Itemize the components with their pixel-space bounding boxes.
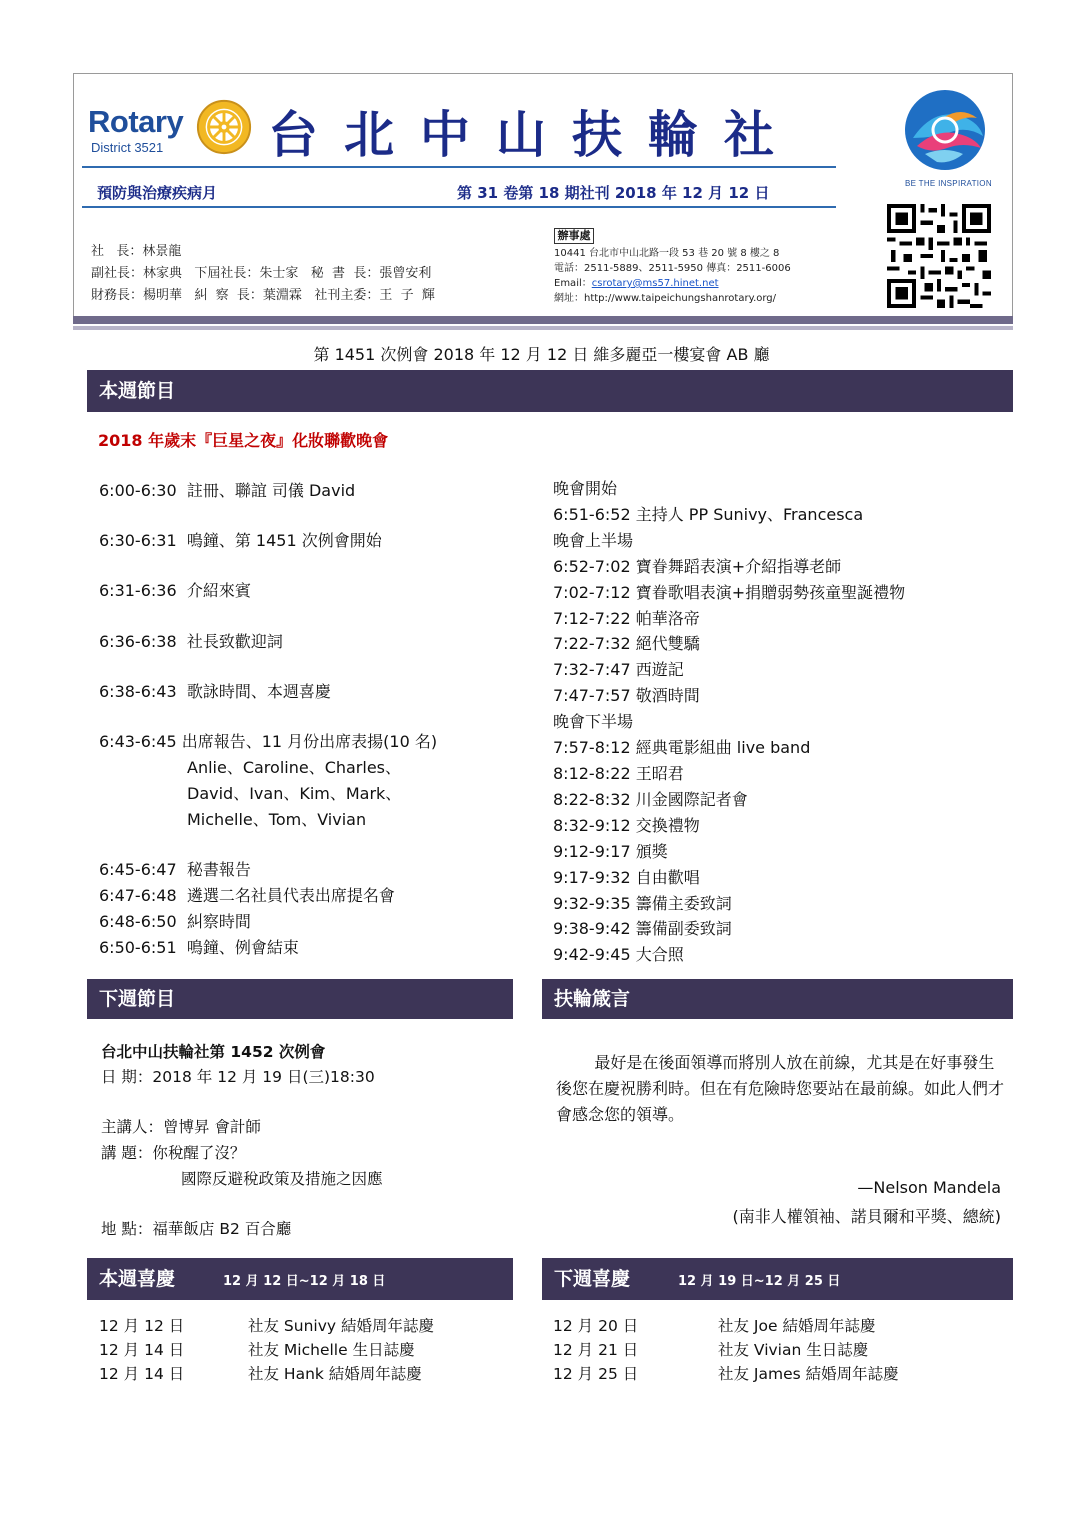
rotary-wordmark: Rotary [88, 104, 184, 139]
schedule-item [99, 935, 299, 958]
schedule-text: 糾察時間 [186, 912, 251, 931]
motto-author: —Nelson Mandela [857, 1178, 1001, 1197]
celebrations-range: 12 月 12 日~12 月 18 日 [223, 1274, 386, 1289]
section-celebrations-this-week [87, 1258, 513, 1300]
schedule-text: 遴選二名社員代表出席提名會 [186, 886, 395, 905]
office-info [554, 246, 791, 306]
party-item: 7:12-7:22 帕華洛帝 [553, 608, 700, 628]
schedule-item [99, 909, 251, 932]
celebration-text: 社友 James 結婚周年誌慶 [718, 1365, 899, 1383]
next-meeting-date: 日 期：2018 年 12 月 19 日(三)18:30 [101, 1068, 375, 1086]
club-title: 台北中山扶輪社 [268, 105, 800, 164]
celebration-text: 社友 Joe 結婚周年誌慶 [718, 1317, 876, 1335]
celebration-date: 12 月 12 日 [99, 1317, 185, 1335]
qr-code-icon [887, 204, 991, 308]
web-label: 網址： [554, 293, 584, 304]
section-next-week: 下週節目 [87, 979, 513, 1019]
schedule-time: 6:43-6:45 [99, 732, 177, 751]
officers-list [91, 241, 435, 307]
schedule-text: 鳴鐘、第 1451 次例會開始 [186, 531, 382, 550]
party-item: 9:32-9:35 籌備主委致詞 [553, 893, 732, 913]
party-item: 9:12-9:17 頒獎 [553, 841, 668, 861]
section-this-week: 本週節目 [87, 370, 1013, 412]
celebration-date: 12 月 20 日 [553, 1317, 639, 1335]
celebration-text: 社友 Michelle 生日誌慶 [248, 1341, 415, 1359]
schedule-time: 6:38-6:43 [99, 682, 177, 701]
celebrations-range: 12 月 19 日~12 月 25 日 [678, 1274, 841, 1289]
office-email-row [554, 276, 791, 291]
party-item: 7:22-7:32 絕代雙驕 [553, 634, 700, 654]
section-celebrations-next-week [542, 1258, 1013, 1300]
attendance-names: Anlie、Caroline、Charles、 [187, 758, 402, 777]
theme-logo-icon [903, 88, 987, 172]
next-meeting-topic: 講 題：你稅醒了沒？ [101, 1144, 246, 1162]
party-item: 6:51-6:52 主持人 PP Sunivy、Francesca [553, 504, 864, 524]
meeting-info: 第 1451 次例會 2018 年 12 月 12 日 維多麗亞一樓宴會 AB 廳 [313, 345, 770, 364]
schedule-time: 6:50-6:51 [99, 938, 177, 957]
schedule-item [99, 883, 395, 906]
next-meeting-topic-line2: 國際反避稅政策及措施之因應 [181, 1170, 383, 1188]
party-item: 7:32-7:47 西遊記 [553, 660, 684, 680]
schedule-time: 6:47-6:48 [99, 886, 177, 905]
party-item: 晚會開始 [553, 479, 618, 498]
schedule-text: 註冊、聯誼 司儀 David [186, 481, 356, 500]
schedule-item [99, 729, 437, 752]
office-phone: 電話：2511-5889、2511-5950 傳真：2511-6006 [554, 263, 791, 274]
schedule-time: 6:31-6:36 [99, 581, 177, 600]
office-address: 10441 台北市中山北路一段 53 巷 20 號 8 樓之 8 [554, 248, 780, 259]
motto-author-desc: (南非人權領袖、諾貝爾和平獎、總統) [732, 1207, 1001, 1226]
celebration-date: 12 月 25 日 [553, 1365, 639, 1383]
officer-line: 副社長：林家典 下屆社長：朱士家 秘 書 長：張曾安利 [91, 266, 432, 281]
next-meeting-place: 地 點：福華飯店 B2 百合廳 [101, 1220, 292, 1238]
schedule-item [99, 478, 355, 501]
schedule-item [99, 857, 251, 880]
schedule-text: 出席報告、11 月份出席表揚(10 名) [181, 732, 438, 751]
schedule-item [99, 528, 382, 551]
party-item: 6:52-7:02 寶眷舞蹈表演+介紹指導老師 [553, 556, 842, 576]
party-item: 8:22-8:32 川金國際記者會 [553, 789, 748, 809]
schedule-time: 6:45-6:47 [99, 860, 177, 879]
schedule-time: 6:30-6:31 [99, 531, 177, 550]
next-meeting-title: 台北中山扶輪社第 1452 次例會 [101, 1043, 326, 1061]
title-divider [82, 166, 836, 168]
party-item: 8:32-9:12 交換禮物 [553, 815, 700, 835]
schedule-text: 秘書報告 [186, 860, 251, 879]
party-item: 9:17-9:32 自由歡唱 [553, 867, 700, 887]
header-rule [73, 316, 1013, 330]
party-item: 7:57-8:12 經典電影組曲 live band [553, 738, 811, 758]
section-motto: 扶輪箴言 [542, 979, 1013, 1019]
motto-text: 最好是在後面領導而將別人放在前線，尤其是在好事發生後您在慶祝勝利時。但在有危險時您要站在最前線。如此人們才會感念您的領導。 [556, 1053, 1005, 1124]
celebration-date: 12 月 14 日 [99, 1341, 185, 1359]
attendance-names: David、Ivan、Kim、Mark、 [187, 784, 402, 803]
district-label: District 3521 [91, 140, 164, 155]
party-program [553, 476, 905, 968]
officer-line: 財務長：楊明華 糾 察 長：葉淵霖 社刊主委：王 子 輝 [91, 288, 435, 303]
party-item: 9:38-9:42 籌備副委致詞 [553, 919, 732, 939]
officer-line: 社 長：林景龍 [91, 244, 182, 259]
schedule-text: 介紹來賓 [186, 581, 251, 600]
celebration-date: 12 月 14 日 [99, 1365, 185, 1383]
schedule-time: 6:36-6:38 [99, 632, 177, 651]
rotary-wheel-icon [195, 98, 253, 156]
next-meeting-speaker: 主講人：曾博昇 會計師 [101, 1118, 261, 1136]
web-link[interactable]: http://www.taipeichungshanrotary.org/ [584, 293, 777, 304]
issue-info: 第 31 卷第 18 期社刊 2018 年 12 月 12 日 [457, 184, 770, 202]
celebration-text: 社友 Sunivy 結婚周年誌慶 [248, 1317, 434, 1335]
celebration-text: 社友 Vivian 生日誌慶 [718, 1341, 869, 1359]
celebration-date: 12 月 21 日 [553, 1341, 639, 1359]
schedule-text: 歌詠時間、本週喜慶 [186, 682, 331, 701]
schedule-item [99, 578, 251, 601]
office-web-row [554, 291, 791, 306]
party-item: 7:02-7:12 寶眷歌唱表演+捐贈弱勢孩童聖誕禮物 [553, 582, 906, 602]
schedule-text: 社長致歡迎詞 [186, 632, 283, 651]
email-link[interactable]: csrotary@ms57.hinet.net [591, 278, 719, 289]
theme-tagline: BE THE INSPIRATION [905, 179, 992, 188]
schedule-time: 6:00-6:30 [99, 481, 177, 500]
month-theme: 預防與治療疾病月 [97, 184, 218, 202]
celebration-text: 社友 Hank 結婚周年誌慶 [248, 1365, 422, 1383]
office-label: 辦事處 [554, 228, 594, 244]
party-item: 晚會下半場 [553, 712, 634, 732]
schedule-item [99, 679, 331, 702]
celebrations-heading: 本週喜慶 [99, 1268, 176, 1290]
email-label: Email： [554, 278, 592, 289]
party-item: 9:42-9:45 大合照 [553, 945, 684, 965]
party-item: 晚會上半場 [553, 530, 634, 550]
celebrations-heading: 下週喜慶 [554, 1268, 631, 1290]
party-item: 8:12-8:22 王昭君 [553, 763, 684, 783]
schedule-time: 6:48-6:50 [99, 912, 177, 931]
event-title: 2018 年歲末『巨星之夜』化妝聯歡晚會 [98, 431, 389, 450]
attendance-names: Michelle、Tom、Vivian [187, 810, 367, 829]
party-item: 7:47-7:57 敬酒時間 [553, 686, 700, 706]
schedule-item [99, 629, 283, 652]
schedule-text: 鳴鐘、例會結束 [186, 938, 299, 957]
subtitle-divider [82, 206, 836, 208]
